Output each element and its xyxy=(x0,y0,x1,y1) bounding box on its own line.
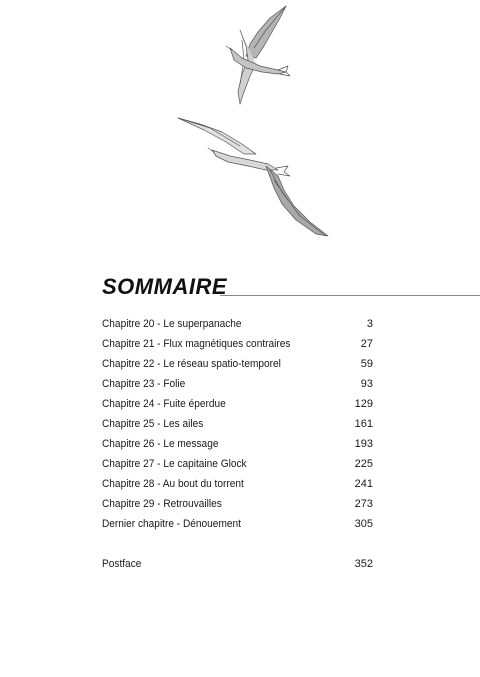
toc-entry-label: Postface xyxy=(102,558,142,570)
toc-entry-label: Chapitre 21 - Flux magnétiques contraires xyxy=(102,338,291,350)
toc-entry[interactable] xyxy=(102,374,373,394)
toc-entry-page: 3 xyxy=(366,318,373,330)
table-of-contents xyxy=(102,314,373,574)
toc-entry-label: Chapitre 20 - Le superpanache xyxy=(102,318,242,330)
toc-entry-label: Chapitre 24 - Fuite éperdue xyxy=(102,398,226,410)
toc-entry-label: Chapitre 23 - Folie xyxy=(102,378,186,390)
toc-entry[interactable] xyxy=(102,314,373,334)
toc-entry-page: 27 xyxy=(360,338,373,350)
toc-entry-label: Chapitre 26 - Le message xyxy=(102,438,219,450)
toc-entry-label: Chapitre 29 - Retrouvailles xyxy=(102,498,222,510)
toc-entry-page: 129 xyxy=(354,398,373,410)
toc-entry-page: 273 xyxy=(354,498,373,510)
toc-entry-page: 241 xyxy=(354,478,373,490)
toc-entry[interactable] xyxy=(102,454,373,474)
toc-entry-label: Chapitre 28 - Au bout du torrent xyxy=(102,478,244,490)
toc-entry[interactable] xyxy=(102,334,373,354)
toc-entry-postface[interactable] xyxy=(102,554,373,574)
toc-entry[interactable] xyxy=(102,414,373,434)
toc-entry[interactable] xyxy=(102,474,373,494)
toc-entry-label: Chapitre 22 - Le réseau spatio-temporel xyxy=(102,358,281,370)
toc-entry[interactable] xyxy=(102,434,373,454)
toc-entry[interactable] xyxy=(102,494,373,514)
toc-entry[interactable] xyxy=(102,354,373,374)
toc-entry[interactable] xyxy=(102,514,373,534)
toc-entry-page: 193 xyxy=(354,438,373,450)
title-divider xyxy=(220,295,480,296)
toc-entry-page: 59 xyxy=(360,358,373,370)
toc-entry-label: Chapitre 27 - Le capitaine Glock xyxy=(102,458,247,470)
toc-entry-page: 93 xyxy=(360,378,373,390)
toc-entry-page: 352 xyxy=(354,558,373,570)
toc-entry-page: 225 xyxy=(354,458,373,470)
toc-entry[interactable] xyxy=(102,394,373,414)
toc-spacer xyxy=(102,534,373,554)
upper-bird-icon xyxy=(226,6,290,104)
toc-entry-label: Chapitre 25 - Les ailes xyxy=(102,418,204,430)
lower-bird-icon xyxy=(178,118,328,236)
page-title: SOMMAIRE xyxy=(102,274,227,299)
birds-illustration xyxy=(170,0,340,245)
toc-entry-page: 161 xyxy=(354,418,373,430)
toc-entry-label: Dernier chapitre - Dénouement xyxy=(102,518,241,530)
toc-entry-page: 305 xyxy=(354,518,373,530)
